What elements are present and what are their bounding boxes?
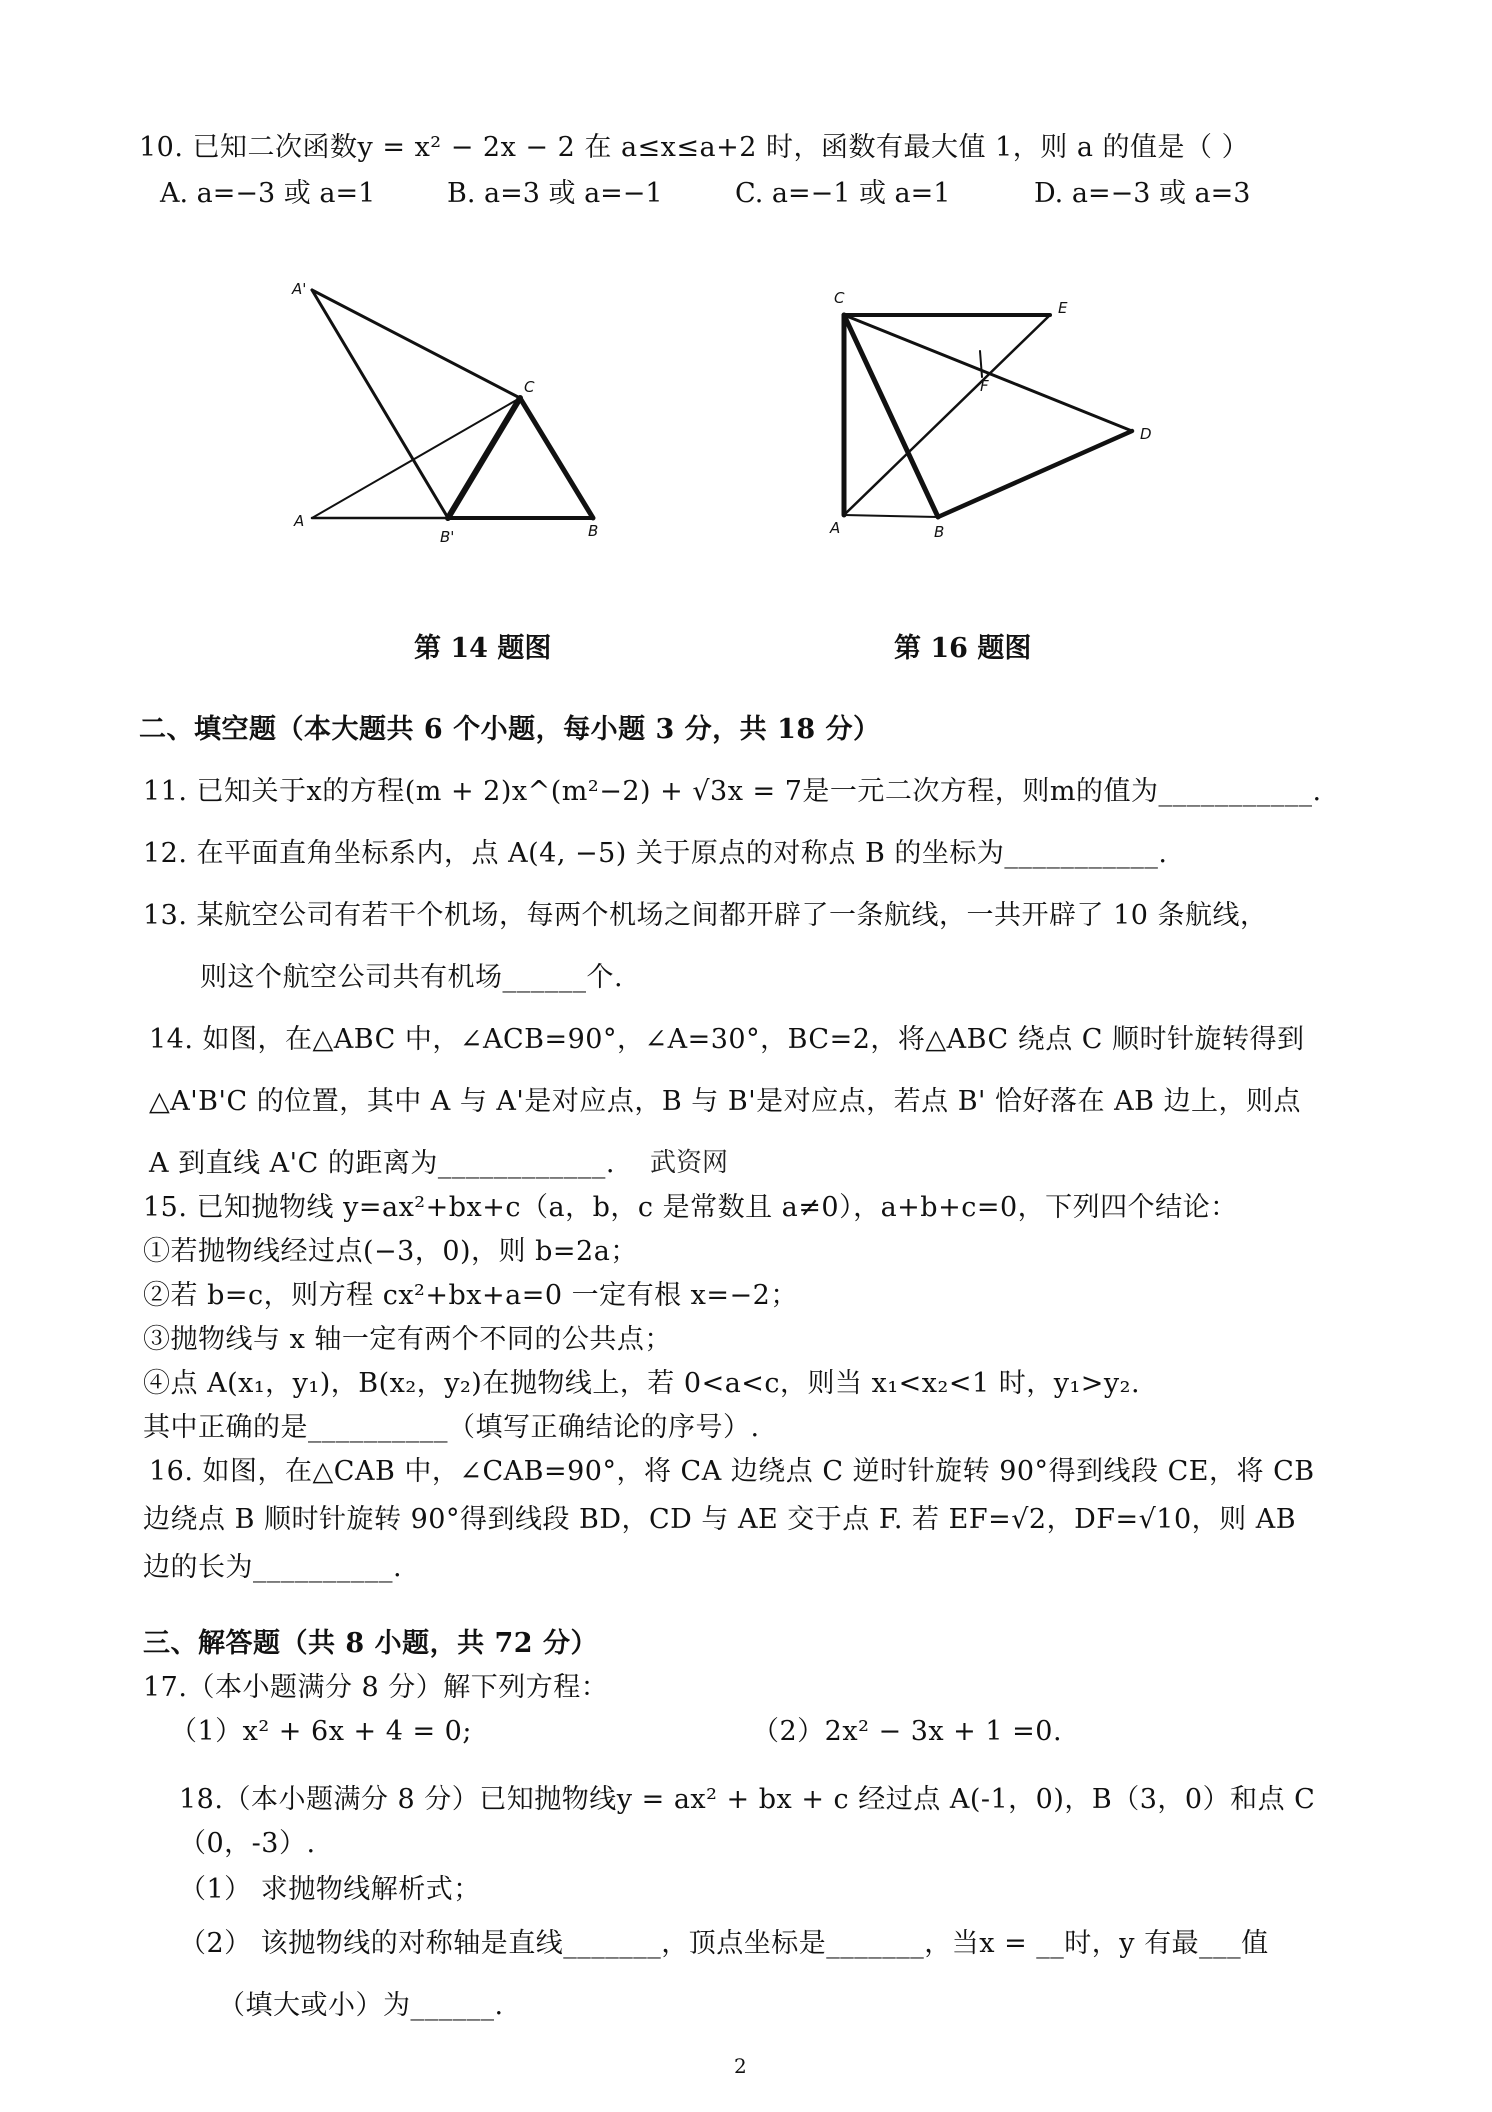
fig16-label-d: D bbox=[1140, 425, 1152, 443]
q10-option-b: B. a=3 或 a=−1 bbox=[447, 178, 663, 209]
q15-conclusion-2: ②若 b=c，则方程 cx²+bx+a=0 一定有根 x=−2； bbox=[143, 1280, 798, 1311]
fig14-label-a-prime: A' bbox=[292, 280, 307, 298]
q18-part2: （2） 该抛物线的对称轴是直线_______，顶点坐标是_______，当x = __时，y 有最___值 bbox=[179, 1928, 1269, 1959]
fig14-label-c: C bbox=[524, 378, 535, 396]
q17-title: 17.（本小题满分 8 分）解下列方程： bbox=[143, 1672, 609, 1703]
fig16-label-a: A bbox=[830, 519, 841, 537]
q10-option-d: D. a=−3 或 a=3 bbox=[1034, 178, 1251, 209]
q18-part2-cont: （填大或小）为______. bbox=[218, 1990, 504, 2021]
q17-part1: （1）x² + 6x + 4 = 0; bbox=[170, 1716, 472, 1747]
q18-line1: 18.（本小题满分 8 分）已知抛物线y = ax² + bx + c 经过点 A(-1，0)，B（3，0）和点 C bbox=[179, 1784, 1316, 1815]
q14-line1: 14. 如图，在△ABC 中，∠ACB=90°，∠A=30°，BC=2，将△ABC 绕点 C 顺时针旋转得到 bbox=[149, 1024, 1305, 1055]
figure-14-caption: 第 14 题图 bbox=[414, 633, 552, 664]
fig14-label-a: A bbox=[294, 512, 305, 530]
figure-16 bbox=[820, 285, 1160, 545]
q10-option-a: A. a=−3 或 a=1 bbox=[160, 178, 376, 209]
q16-line3: 边的长为__________. bbox=[143, 1552, 403, 1583]
fig16-label-e: E bbox=[1058, 299, 1068, 317]
watermark-text: 武资网 bbox=[650, 1148, 729, 1178]
q15-answer-line: 其中正确的是__________（填写正确结论的序号）. bbox=[143, 1412, 760, 1443]
section2-heading: 二、填空题（本大题共 6 个小题，每小题 3 分，共 18 分） bbox=[139, 714, 881, 745]
fig16-label-b: B bbox=[934, 523, 945, 541]
q14-line3: A 到直线 A'C 的距离为____________. bbox=[149, 1148, 615, 1179]
q11: 11. 已知关于x的方程(m + 2)x^(m²−2) + √3x = 7是一元二次方程，则m的值为___________. bbox=[143, 776, 1322, 807]
q13-line2: 则这个航空公司共有机场______个. bbox=[200, 962, 624, 993]
fig16-label-f: F bbox=[980, 377, 989, 395]
q16-line1: 16. 如图，在△CAB 中，∠CAB=90°，将 CA 边绕点 C 逆时针旋转 90°得到线段 CE，将 CB bbox=[149, 1456, 1315, 1487]
q18-part1: （1） 求抛物线解析式； bbox=[179, 1874, 481, 1905]
fig16-label-c: C bbox=[834, 289, 845, 307]
figure-14 bbox=[290, 280, 620, 550]
q14-line2: △A'B'C 的位置，其中 A 与 A'是对应点，B 与 B'是对应点，若点 B' 恰好落在 AB 边上，则点 bbox=[149, 1086, 1302, 1117]
q17-part2: （2）2x² − 3x + 1 =0. bbox=[752, 1716, 1063, 1747]
q10-stem: 10. 已知二次函数y = x² − 2x − 2 在 a≤x≤a+2 时，函数有最大值 1，则 a 的值是（ ） bbox=[139, 132, 1250, 163]
q12: 12. 在平面直角坐标系内，点 A(4, −5) 关于原点的对称点 B 的坐标为___________. bbox=[143, 838, 1168, 869]
figure-16-caption: 第 16 题图 bbox=[894, 633, 1032, 664]
fig14-label-b-prime: B' bbox=[440, 528, 455, 546]
q16-line2: 边绕点 B 顺时针旋转 90°得到线段 BD，CD 与 AE 交于点 F. 若 EF=√2，DF=√10，则 AB bbox=[143, 1504, 1297, 1535]
q18-line2: （0，-3）. bbox=[179, 1828, 316, 1859]
section3-heading: 三、解答题（共 8 小题，共 72 分） bbox=[143, 1628, 598, 1659]
q15-line1: 15. 已知抛物线 y=ax²+bx+c（a，b，c 是常数且 a≠0），a+b+c=0，下列四个结论： bbox=[143, 1192, 1238, 1223]
q10-option-c: C. a=−1 或 a=1 bbox=[735, 178, 951, 209]
page-number: 2 bbox=[734, 2054, 747, 2078]
fig14-label-b: B bbox=[588, 522, 599, 540]
q15-conclusion-4: ④点 A(x₁，y₁)，B(x₂，y₂)在抛物线上，若 0<a<c，则当 x₁<x₂<1 时，y₁>y₂. bbox=[143, 1368, 1141, 1399]
q15-conclusion-1: ①若抛物线经过点(−3，0)，则 b=2a； bbox=[143, 1236, 638, 1267]
q13-line1: 13. 某航空公司有若干个机场，每两个机场之间都开辟了一条航线，一共开辟了 10 条航线， bbox=[143, 900, 1268, 931]
q15-conclusion-3: ③抛物线与 x 轴一定有两个不同的公共点； bbox=[143, 1324, 672, 1355]
